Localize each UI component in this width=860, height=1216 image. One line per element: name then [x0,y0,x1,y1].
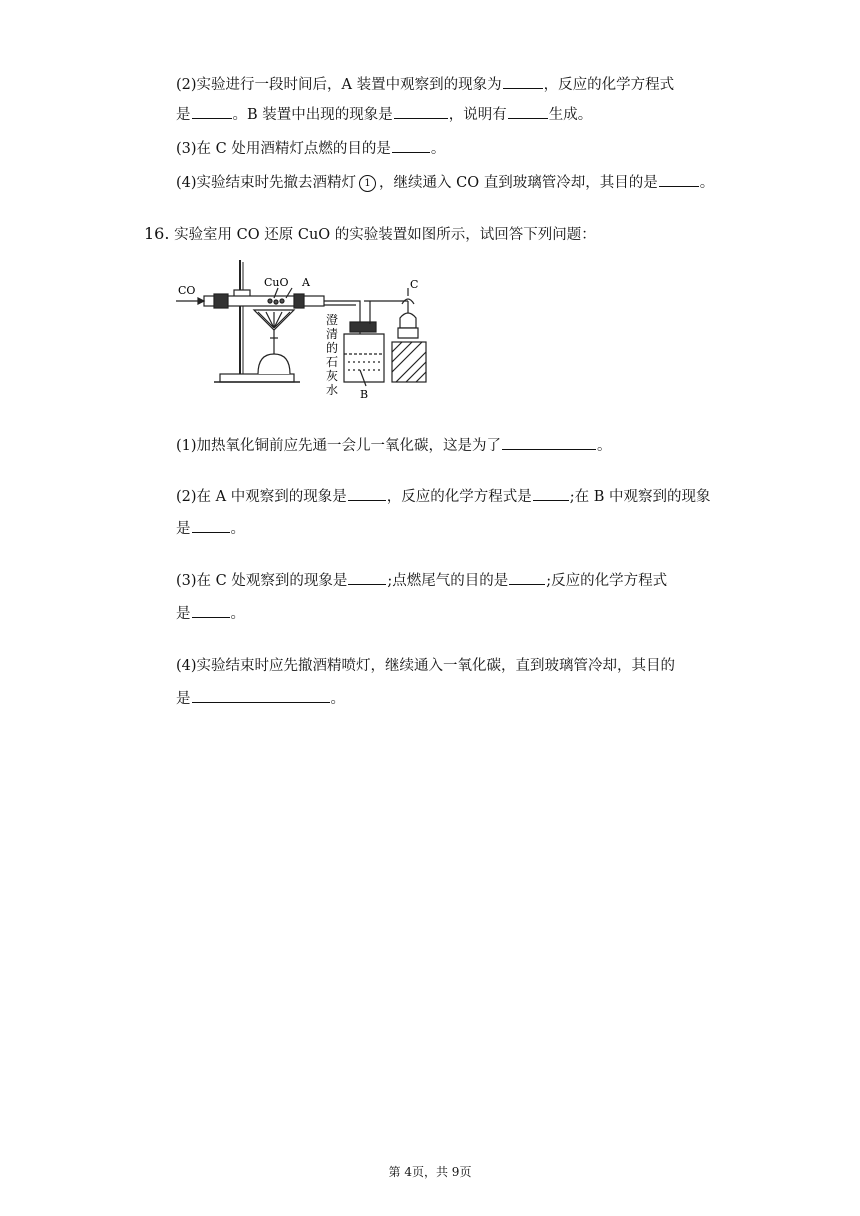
limewater-char: 澄 [326,313,339,327]
q16-part2-text: 是 [176,521,191,537]
q16-part1-text: (1)加热氧化铜前应先通一会儿一氧化碳，这是为了 [176,438,502,454]
stand-base [220,374,294,382]
q16-part2-text: ，反应的化学方程式是 [386,489,532,505]
q15-part3-line [176,138,445,159]
answer-blank[interactable] [192,518,230,533]
q15-part4-line [176,172,714,193]
label-co: CO [178,284,196,297]
q15-part4-text: ，继续通入 CO 直到玻璃管冷却，其目的是 [379,175,658,191]
label-c: C [410,278,419,291]
q15-part3-text: 。 [430,141,446,157]
answer-blank[interactable] [192,603,230,618]
q15-part2-text: ，反应的化学方程式 [543,77,675,93]
q16-part1-line [176,435,612,456]
q16-part2-line1 [176,486,711,507]
q16-part3-text: 是 [176,606,191,622]
q15-part2-text: 是 [176,107,191,123]
q15-part2-line1 [176,74,674,95]
q16-part4-line1 [176,656,675,676]
label-b: B [360,388,369,401]
apparatus-diagram [174,258,430,408]
q16-part3-line2 [176,603,245,624]
limewater-char: 石 [326,355,339,369]
q15-part2-line2 [176,104,592,125]
bottle-stopper [350,322,376,332]
q16-stem-line [144,224,596,245]
answer-blank[interactable] [503,74,543,89]
q15-part3-text: (3)在 C 处用酒精灯点燃的目的是 [176,141,391,157]
answer-blank[interactable] [392,138,430,153]
label-cuo: CuO [264,276,289,289]
q15-part2-text: ，说明有 [448,107,507,123]
question-number: 16. [144,224,170,243]
q16-part4-text: 是 [176,691,191,707]
answer-blank[interactable] [192,688,330,703]
limewater-char: 灰 [326,369,339,383]
q16-part4-line2 [176,688,345,709]
answer-blank[interactable] [533,486,569,501]
limewater-char: 的 [326,341,339,355]
q15-part2-text: 生成。 [548,107,593,123]
q15-part4-text: 。 [699,175,715,191]
answer-blank[interactable] [348,486,386,501]
answer-blank[interactable] [348,570,386,585]
q16-part3-text: 。 [230,606,245,622]
q16-part4-text: (4)实验结束时应先撤酒精喷灯，继续通入一氧化碳，直到玻璃管冷却，其目的 [176,658,676,674]
page-footer: 第 4页，共 9页 [388,1165,472,1179]
answer-blank[interactable] [192,104,232,119]
answer-blank[interactable] [659,172,699,187]
q15-part4-text: (4)实验结束时先撤去酒精灯 [176,175,357,191]
lamp-stand [392,342,426,382]
stopper-left [214,294,228,308]
q16-part2-text: 。 [230,521,245,537]
label-a: A [302,276,310,289]
q16-part1-text: 。 [597,438,612,454]
q16-part3-text: (3)在 C 处观察到的现象是 [176,573,348,589]
answer-blank[interactable] [394,104,448,119]
question-stem: 实验室用 CO 还原 CuO 的实验装置如图所示，试回答下列问题： [174,227,596,243]
q16-part2-text: (2)在 A 中观察到的现象是 [176,489,347,505]
q16-part3-text: ;点燃尾气的目的是 [387,573,509,589]
q15-part2-text: 。B 装置中出现的现象是 [232,107,393,123]
q16-part3-text: ;反应的化学方程式 [546,573,668,589]
q16-part2-text: ;在 B 中观察到的现象 [569,489,711,505]
answer-blank[interactable] [508,104,548,119]
q15-part2-text: (2)实验进行一段时间后，A 装置中观察到的现象为 [176,77,502,93]
limewater-char: 清 [326,327,339,341]
answer-blank[interactable] [502,435,596,450]
limewater-char: 水 [326,383,339,397]
q16-part3-line1 [176,570,667,591]
circled-number: 1 [359,175,376,192]
q16-part4-text: 。 [330,691,345,707]
stopper-right [294,294,304,308]
answer-blank[interactable] [509,570,545,585]
bottle-b [344,334,384,382]
q16-part2-line2 [176,518,245,539]
